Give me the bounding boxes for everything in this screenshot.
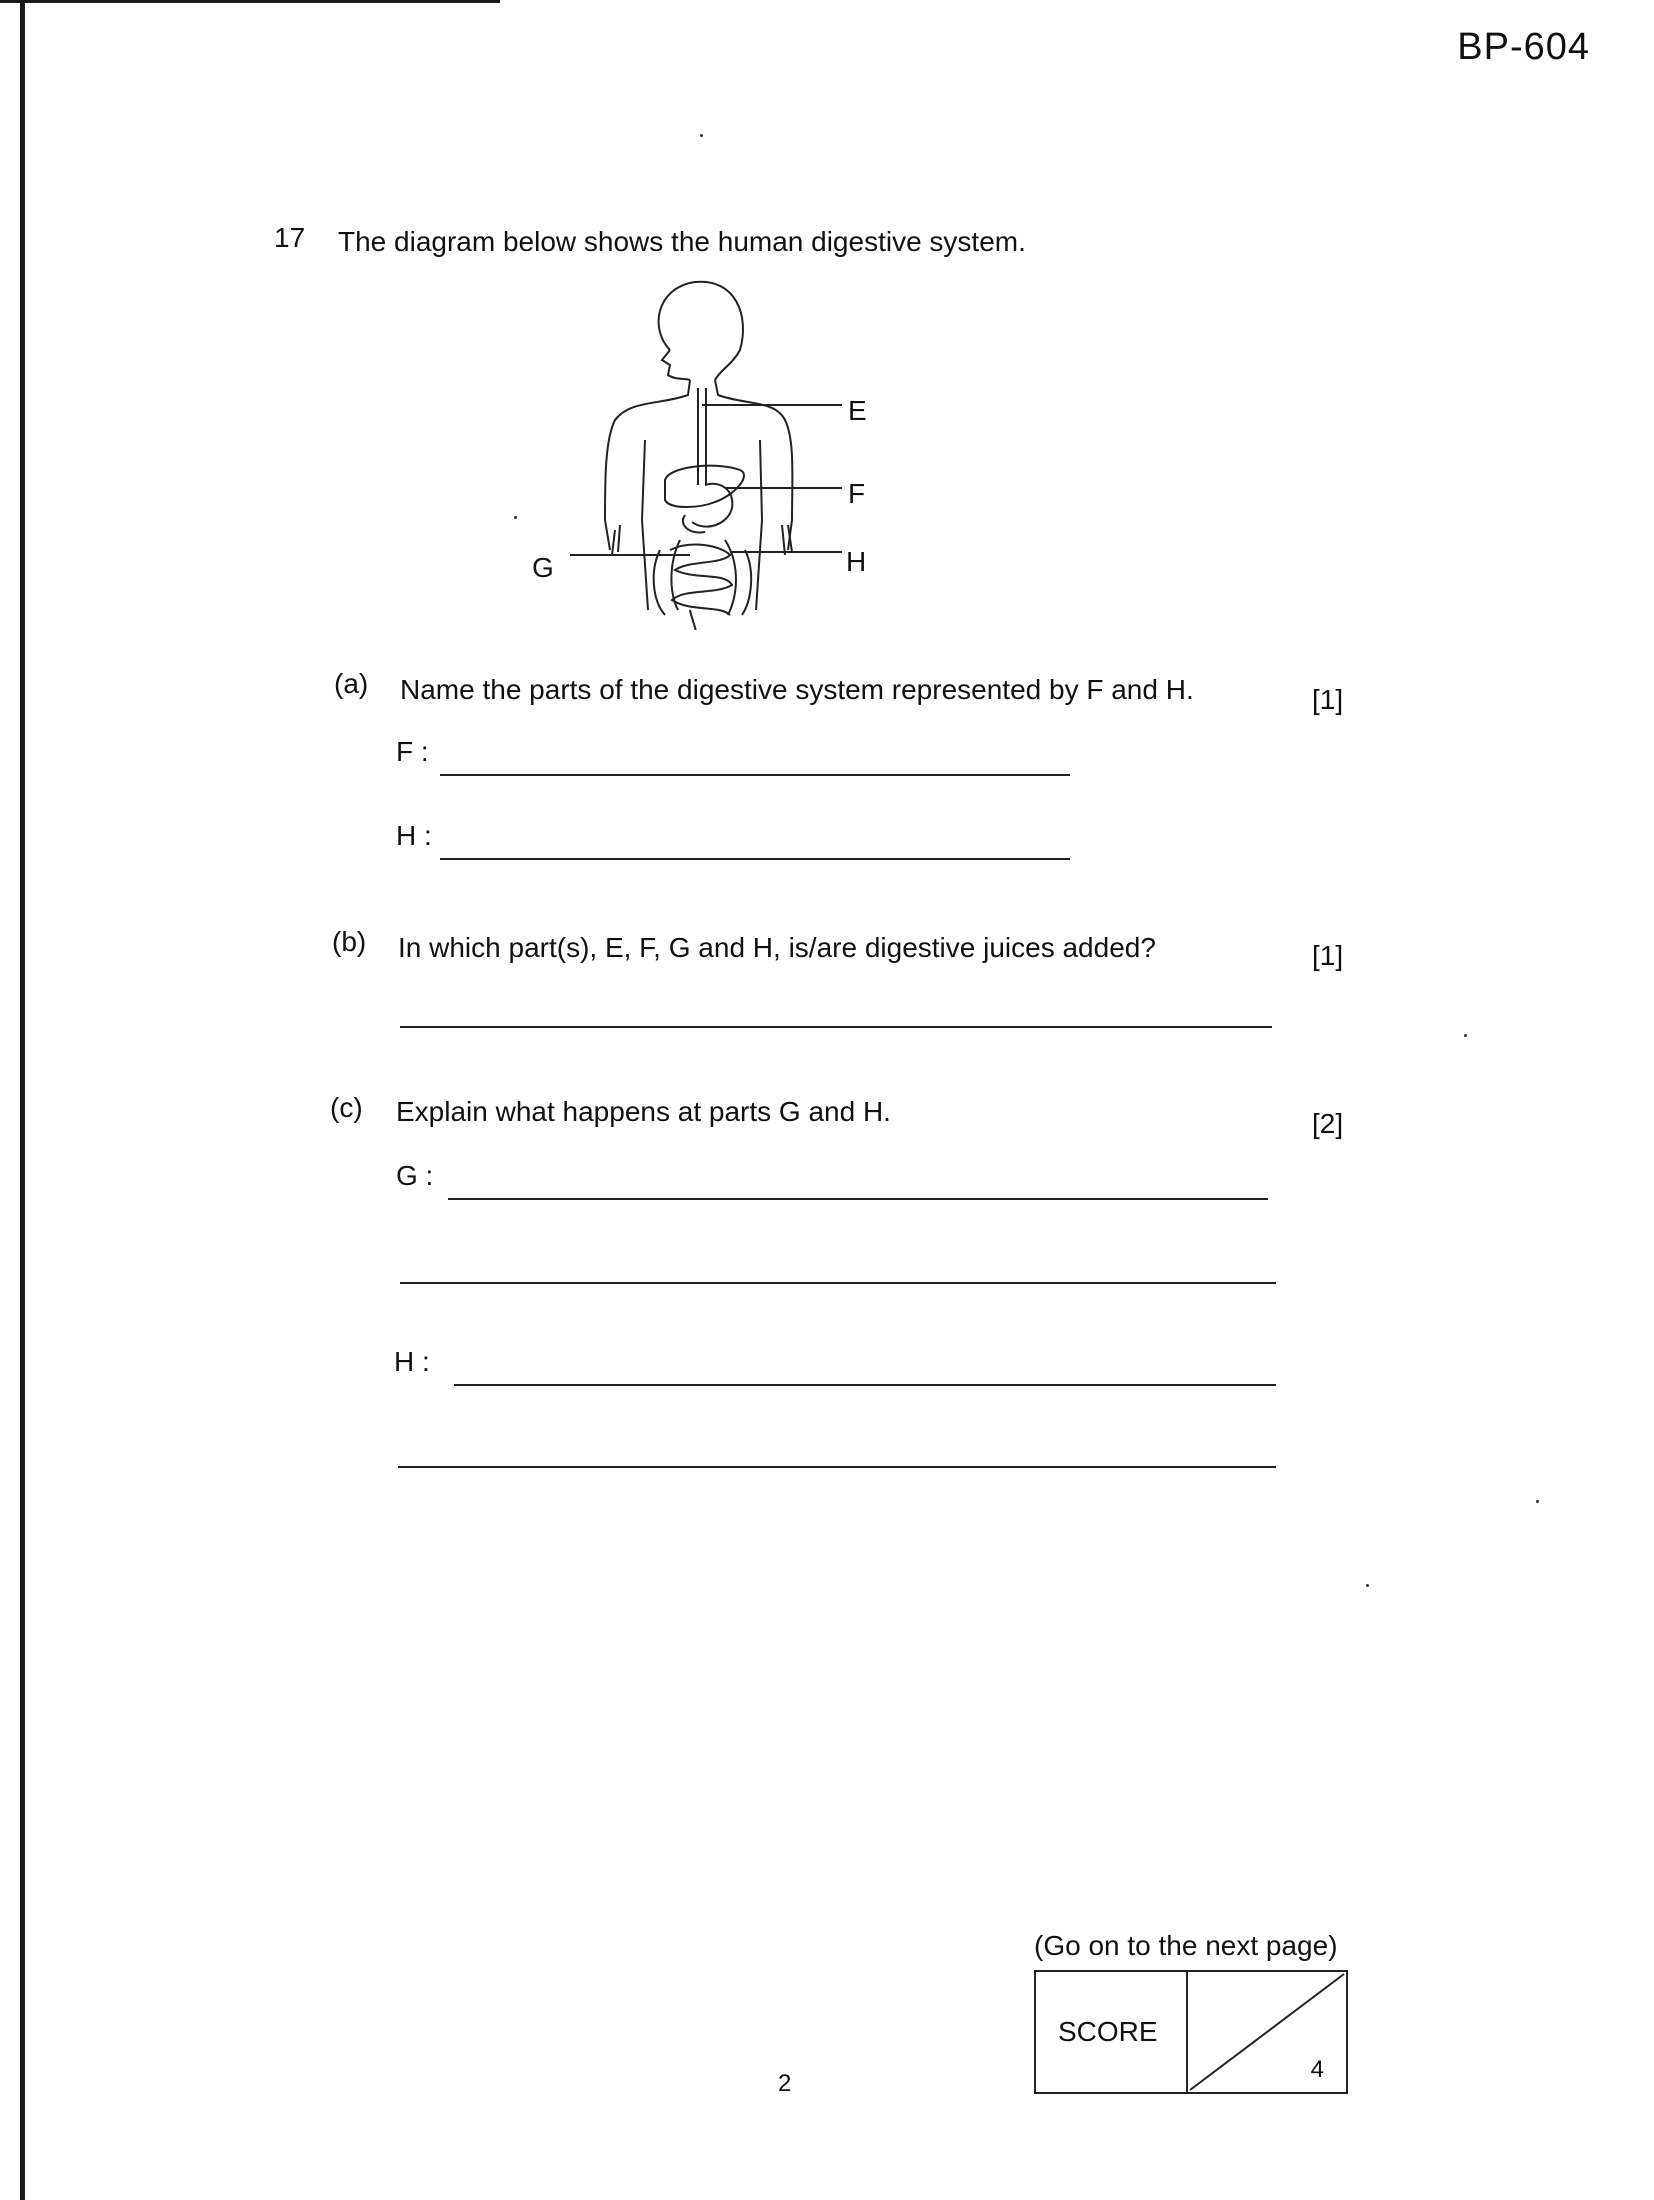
part-c-h-answer-line-2[interactable] bbox=[398, 1466, 1276, 1468]
part-c-label: (c) bbox=[330, 1092, 363, 1123]
scan-speck bbox=[1366, 1584, 1369, 1587]
score-box bbox=[1034, 1970, 1348, 2094]
part-c-g-answer-line-2[interactable] bbox=[400, 1282, 1276, 1284]
score-label: SCORE bbox=[1058, 2016, 1158, 2047]
part-b-question: In which part(s), E, F, G and H, is/are digestive juices added? bbox=[398, 932, 1156, 963]
part-b-marks: [1] bbox=[1312, 940, 1344, 971]
part-b-answer-line[interactable] bbox=[400, 1026, 1272, 1028]
part-b-label: (b) bbox=[332, 926, 367, 957]
page-number: 2 bbox=[778, 2070, 792, 2097]
part-a-marks: [1] bbox=[1312, 684, 1344, 715]
scan-speck bbox=[1536, 1500, 1539, 1503]
digestive-system-diagram bbox=[520, 270, 900, 630]
go-on-next-page: (Go on to the next page) bbox=[1034, 1930, 1338, 1961]
diagram-label-g: G bbox=[532, 552, 554, 583]
scan-top-edge bbox=[0, 0, 500, 3]
part-a-label: (a) bbox=[334, 668, 369, 699]
part-a-h-label: H : bbox=[396, 820, 432, 851]
part-a-question: Name the parts of the digestive system represented by F and H. bbox=[400, 674, 1194, 705]
scan-speck bbox=[1464, 1034, 1467, 1037]
diagram-label-h: H bbox=[846, 546, 867, 577]
part-c-marks: [2] bbox=[1312, 1108, 1344, 1139]
paper-code: BP-604 bbox=[1457, 26, 1590, 68]
part-c-h-answer-line-1[interactable] bbox=[454, 1384, 1276, 1386]
diagram-label-e: E bbox=[848, 395, 867, 426]
part-c-h-label: H : bbox=[394, 1346, 430, 1377]
question-number: 17 bbox=[274, 222, 306, 253]
part-c-question: Explain what happens at parts G and H. bbox=[396, 1096, 891, 1127]
scan-speck bbox=[700, 134, 703, 137]
scan-speck bbox=[514, 516, 517, 519]
part-c-g-label: G : bbox=[396, 1160, 434, 1191]
part-a-f-answer-line[interactable] bbox=[440, 774, 1070, 776]
part-a-h-answer-line[interactable] bbox=[440, 858, 1070, 860]
question-stem: The diagram below shows the human digestive system. bbox=[338, 226, 1026, 257]
score-total: 4 bbox=[1310, 2056, 1324, 2083]
part-a-f-label: F : bbox=[396, 736, 429, 767]
part-c-g-answer-line-1[interactable] bbox=[448, 1198, 1268, 1200]
scan-left-edge bbox=[20, 0, 25, 2200]
diagram-label-f: F bbox=[848, 478, 866, 509]
